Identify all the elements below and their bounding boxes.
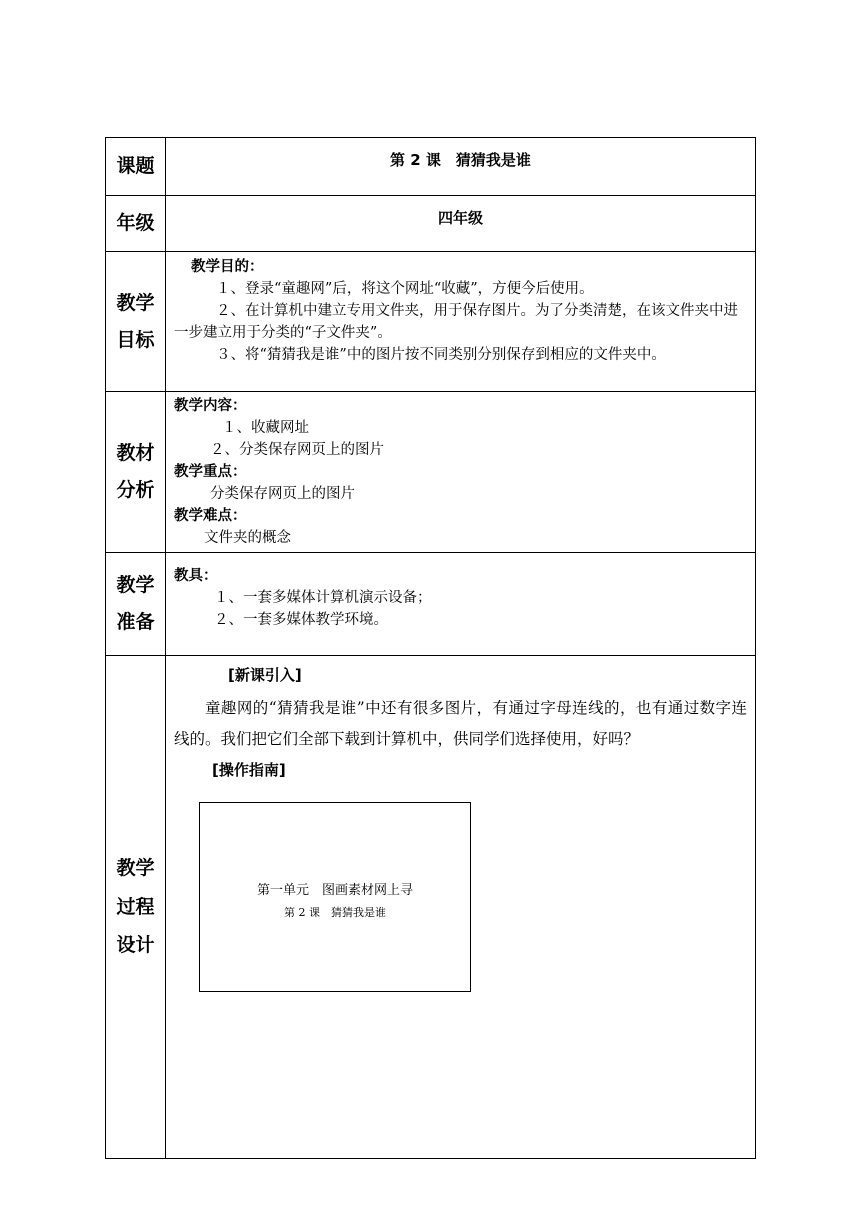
prep-item-2: ２、一套多媒体教学环境。 xyxy=(214,612,388,628)
grade-value: 四年级 xyxy=(166,196,756,252)
prep-heading: 教具： xyxy=(174,568,218,584)
label-prep-line2: 准备 xyxy=(116,611,155,633)
guide-heading: [操作指南] xyxy=(212,761,286,779)
label-process-line2: 过程 xyxy=(116,895,155,918)
label-goals xyxy=(106,252,166,392)
key-heading: 教学重点： xyxy=(174,464,247,480)
slide-lesson-title: 第 2 课 猜猜我是谁 xyxy=(284,906,386,919)
label-grade-text: 年级 xyxy=(116,212,155,235)
label-prep-line1: 教学 xyxy=(116,574,155,597)
process-content xyxy=(166,656,756,1159)
goal-item-1: １、登录“童趣网”后，将这个网址“收藏”，方便今后使用。 xyxy=(216,281,594,297)
intro-paragraph: 童趣网的“猜猜我是谁”中还有很多图片，有通过字母连线的，也有通过数字连线的。我们把它们全部下载到计算机中，供同学们选择使用，好吗？ xyxy=(174,699,747,748)
prep-content xyxy=(166,553,756,656)
content-item-1: １、收藏网址 xyxy=(222,420,309,436)
label-prep xyxy=(106,553,166,656)
row-teaching-goals xyxy=(106,252,756,392)
prep-item-1: １、一套多媒体计算机演示设备； xyxy=(214,590,432,606)
content-item-2: ２、分类保存网页上的图片 xyxy=(210,442,384,458)
label-material-line2: 分析 xyxy=(116,479,155,501)
row-grade xyxy=(106,196,756,252)
slide-preview xyxy=(199,802,471,992)
goal-item-3: ３、将“猜猜我是谁”中的图片按不同类别分别保存到相应的文件夹中。 xyxy=(216,347,666,363)
row-teaching-prep xyxy=(106,553,756,656)
slide-unit-title: 第一单元 图画素材网上寻 xyxy=(256,883,413,898)
row-teaching-process xyxy=(106,656,756,1159)
label-process-line1: 教学 xyxy=(116,856,155,879)
row-material-analysis xyxy=(106,392,756,553)
label-lesson xyxy=(106,138,166,196)
key-text: 分类保存网页上的图片 xyxy=(210,486,355,502)
material-content xyxy=(166,392,756,553)
goals-heading: 教学目的： xyxy=(191,259,264,275)
label-lesson-text: 课题 xyxy=(116,155,155,178)
goals-content xyxy=(166,252,756,392)
label-grade xyxy=(106,196,166,252)
lesson-plan-table xyxy=(105,137,756,1159)
label-material-line1: 教材 xyxy=(116,442,155,465)
lesson-title: 第 2 课 猜猜我是谁 xyxy=(166,138,756,196)
label-material xyxy=(106,392,166,553)
goal-item-2: ２、在计算机中建立专用文件夹，用于保存图片。为了分类清楚，在该文件夹中进一步建立用于分类的“子文件夹”。 xyxy=(174,303,738,341)
label-goals-line2: 目标 xyxy=(116,328,155,351)
difficulty-heading: 教学难点： xyxy=(174,508,247,524)
difficulty-text: 文件夹的概念 xyxy=(204,530,291,546)
label-process-line3: 设计 xyxy=(116,934,155,957)
label-process xyxy=(106,656,166,1159)
content-heading: 教学内容： xyxy=(174,398,247,414)
row-lesson-title xyxy=(106,138,756,196)
intro-heading: [新课引入] xyxy=(228,666,302,684)
label-goals-line1: 教学 xyxy=(116,291,155,314)
